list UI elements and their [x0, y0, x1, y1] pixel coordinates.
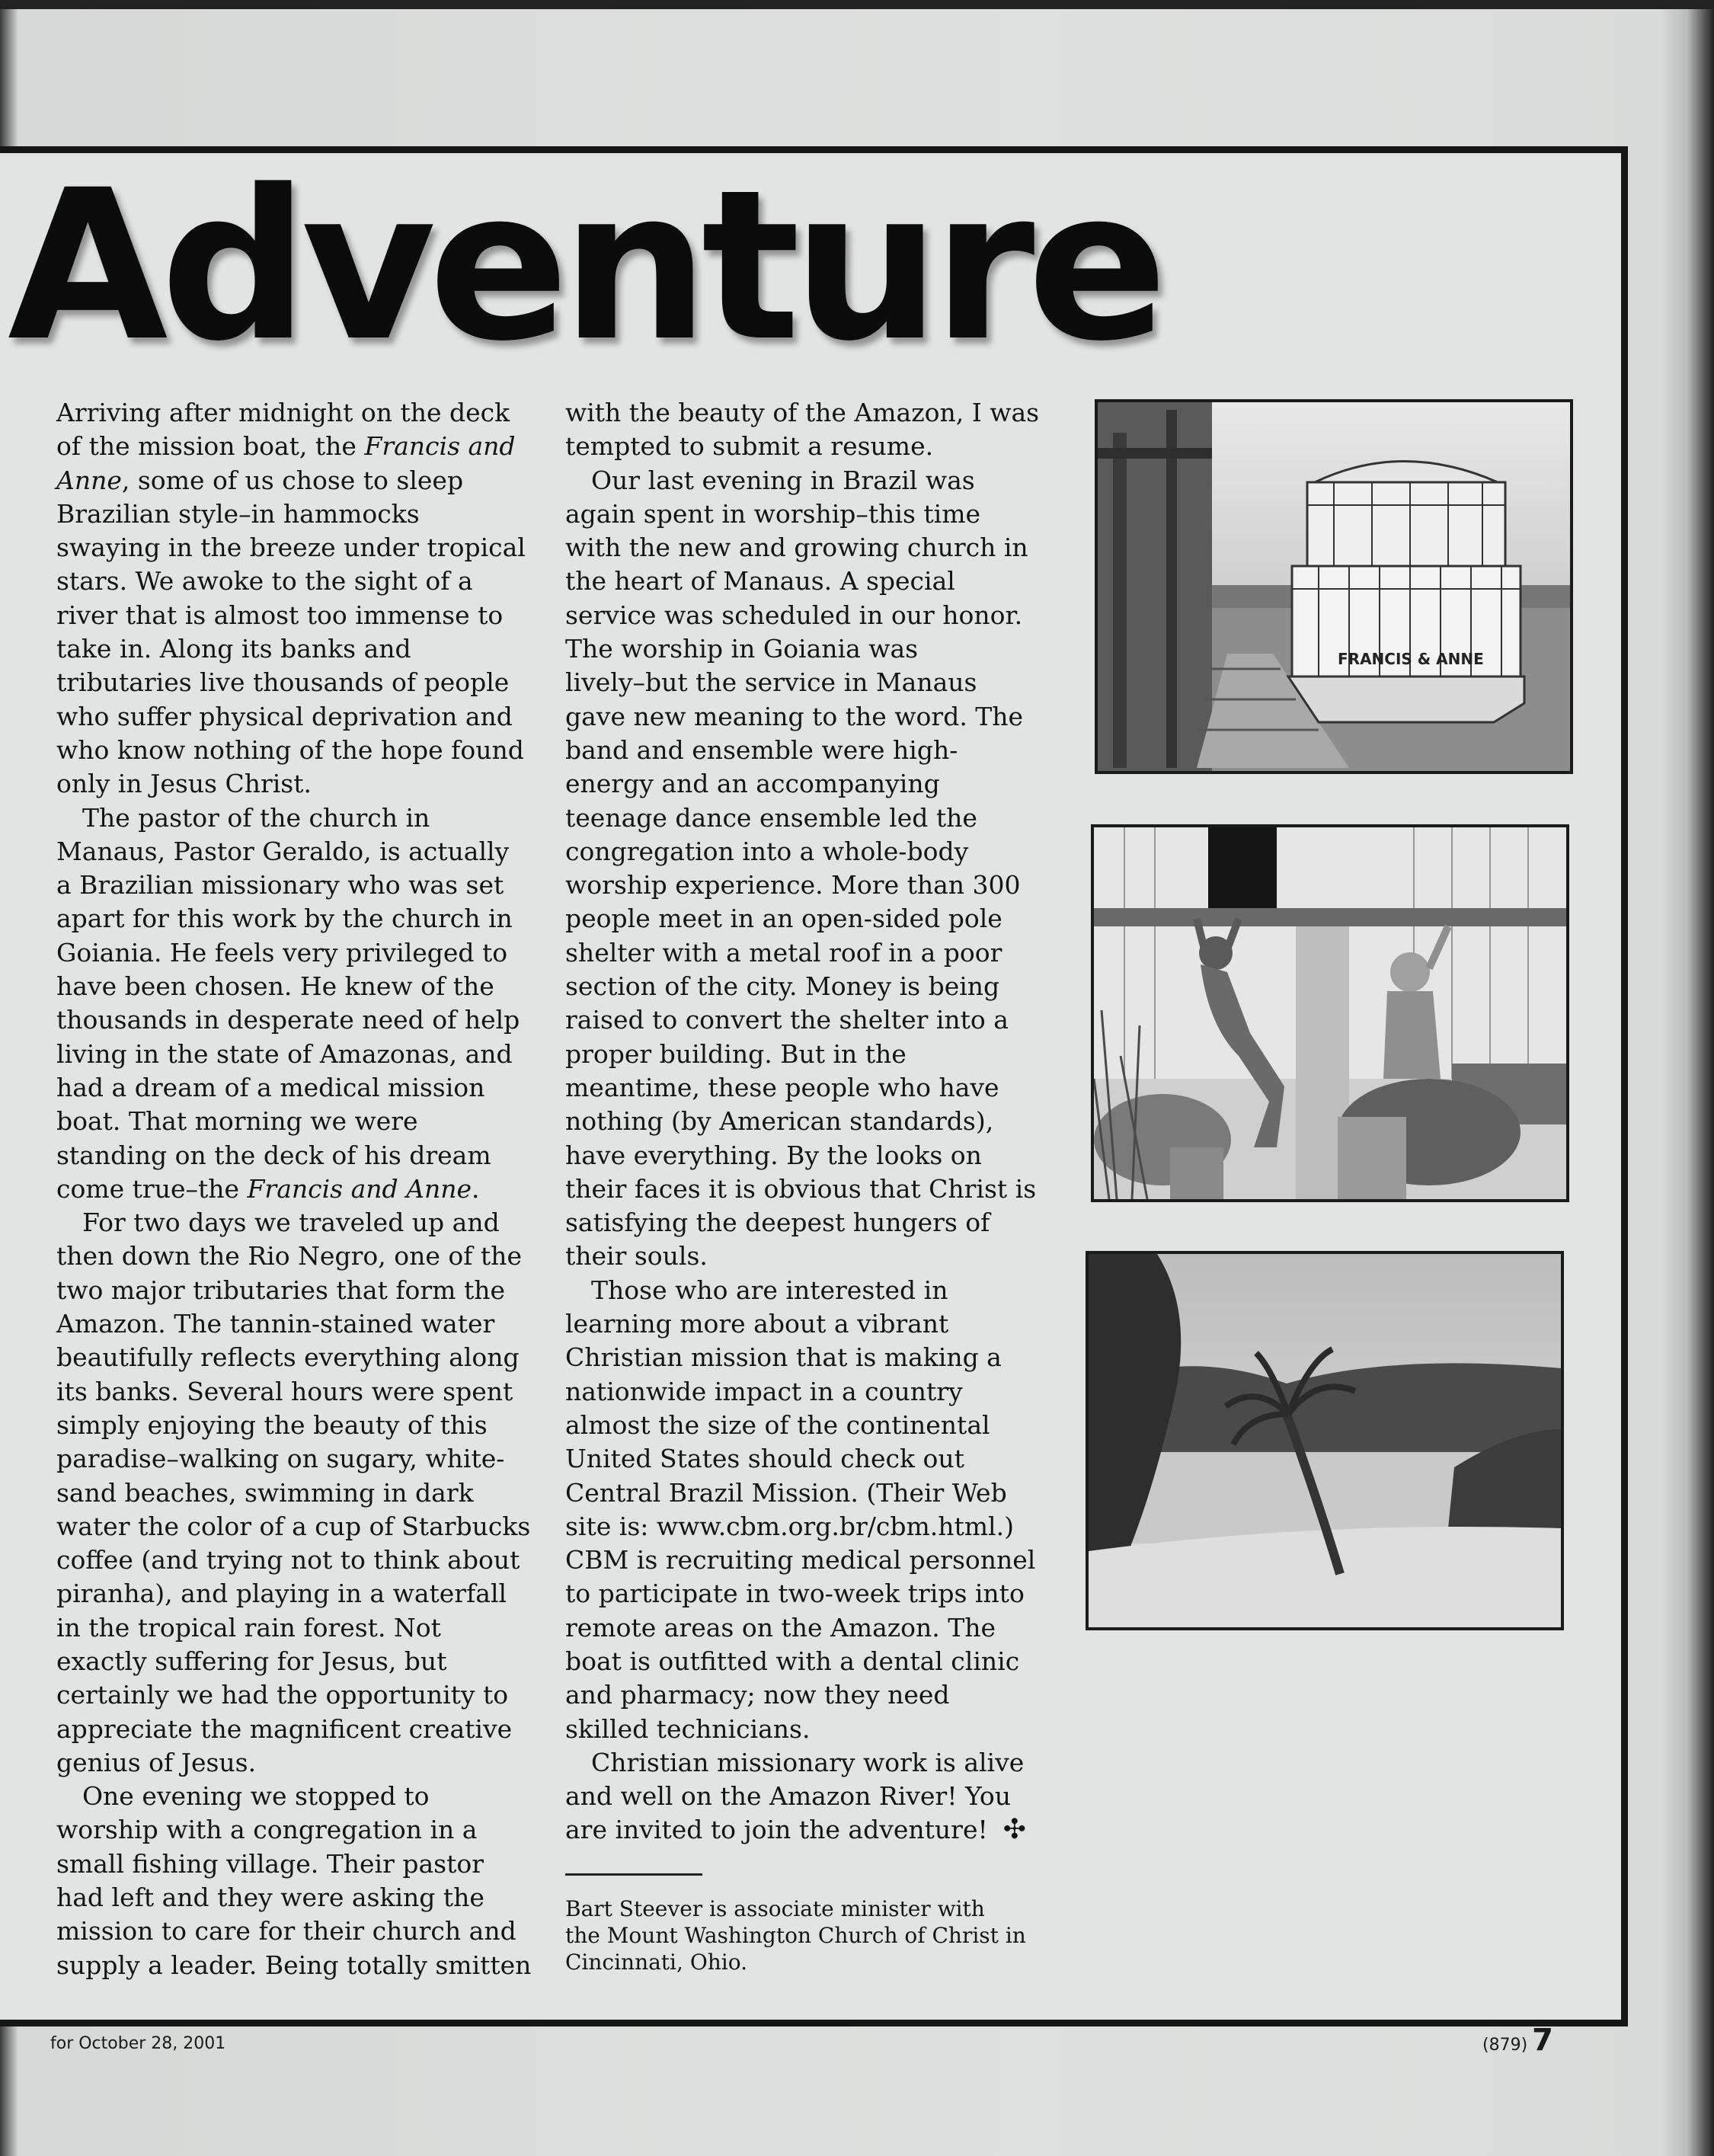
text-line: United States should check out	[565, 1444, 964, 1474]
top-edge	[0, 0, 1714, 9]
text-line: Our last evening in Brazil was	[591, 465, 975, 495]
text-line: raised to convert the shelter into a	[565, 1005, 1009, 1035]
text-line: learning more about a vibrant	[565, 1309, 949, 1339]
text-line: their faces it is obvious that Christ is	[565, 1173, 1037, 1204]
text-line: almost the size of the continental	[565, 1409, 990, 1440]
text-line: paradise–walking on sugary, white-	[56, 1444, 505, 1474]
text-line: take in. Along its banks and	[56, 634, 411, 664]
text-line: Goiania. He feels very privileged to	[56, 937, 508, 968]
text-line: One evening we stopped to	[82, 1781, 430, 1812]
text-line: living in the state of Amazonas, and	[56, 1038, 513, 1069]
footer-page-info	[1482, 2023, 1553, 2058]
text-line: appreciate the magnificent creative	[56, 1713, 513, 1744]
left-column	[56, 396, 532, 1982]
text-line: stars. We awoke to the sight of a	[56, 566, 473, 597]
text-line: teenage dance ensemble led the	[565, 802, 977, 833]
text-line: band and ensemble were high-	[565, 734, 958, 765]
text-line: energy and an accompanying	[565, 769, 940, 799]
text-line: tempted to submit a resume.	[565, 431, 934, 462]
text-line: its banks. Several hours were spent	[56, 1376, 513, 1406]
text-line: in the tropical rain forest. Not	[56, 1612, 441, 1643]
text-line: proper building. But in the	[565, 1038, 907, 1069]
text-line: have everything. By the looks on	[565, 1140, 982, 1170]
text-line: congregation into a whole-body	[565, 836, 969, 866]
text-line: Arriving after midnight on the deck	[56, 398, 510, 427]
text-line: beautifully reflects everything along	[56, 1342, 520, 1373]
text-line: CBM is recruiting medical personnel	[565, 1545, 1036, 1575]
text-line: lively–but the service in Manaus	[565, 667, 977, 698]
text-line: with the beauty of the Amazon, I was	[565, 398, 1040, 427]
text-line: boat is outfitted with a dental clinic	[565, 1646, 1020, 1676]
text-line: Manaus, Pastor Geraldo, is actually	[56, 836, 510, 866]
text-line: are invited to join the adventure! ✣	[565, 1814, 1026, 1846]
text-line: apart for this work by the church in	[56, 904, 513, 934]
text-line: worship experience. More than 300	[565, 870, 1021, 900]
text-line: their souls.	[565, 1241, 708, 1272]
text-line: service was scheduled in our honor.	[565, 600, 1023, 630]
text-line: Central Brazil Mission. (Their Web	[565, 1477, 1007, 1508]
text-line: Amazon. The tannin-stained water	[56, 1309, 495, 1339]
bio-line: Cincinnati, Ohio.	[565, 1949, 748, 1975]
text-line: again spent in worship–this time	[565, 498, 981, 529]
text-line: skilled technicians.	[565, 1713, 811, 1744]
text-line: satisfying the deepest hungers of	[565, 1208, 990, 1238]
headline: Adventure	[8, 152, 1160, 381]
bio-line: Bart Steever is associate minister with	[565, 1895, 985, 1921]
text-line: nationwide impact in a country	[565, 1376, 963, 1406]
text-line: Christian missionary work is alive	[591, 1747, 1025, 1777]
text-line: Anne, some of us chose to sleep	[56, 465, 464, 495]
text-line: For two days we traveled up and	[82, 1208, 500, 1238]
text-line: simply enjoying the beauty of this	[56, 1409, 488, 1440]
boat-name-text: FRANCIS & ANNE	[1338, 650, 1484, 668]
text-line: had a dream of a medical mission	[56, 1072, 485, 1102]
text-line: tributaries live thousands of people	[56, 667, 510, 698]
text-line: nothing (by American standards),	[565, 1106, 994, 1137]
text-line: have been chosen. He knew of the	[56, 971, 494, 1002]
text-line: coffee (and trying not to think about	[56, 1545, 520, 1575]
text-line: only in Jesus Christ.	[56, 769, 312, 799]
text-line: sand beaches, swimming in dark	[56, 1477, 474, 1508]
text-line: small fishing village. Their pastor	[56, 1848, 484, 1879]
text-line: piranha), and playing in a waterfall	[56, 1579, 507, 1609]
boat-photo	[1095, 399, 1573, 774]
text-line: thousands in desperate need of help	[56, 1005, 520, 1035]
text-line: gave new meaning to the word. The	[565, 701, 1024, 731]
text-line: who know nothing of the hope found	[56, 734, 524, 765]
text-line: supply a leader. Being totally smitten	[56, 1950, 532, 1980]
text-line: people meet in an open-sided pole	[565, 904, 1002, 934]
text-line: the heart of Manaus. A special	[565, 566, 955, 597]
end-mark-icon: ✣	[1002, 1814, 1026, 1846]
text-line: genius of Jesus.	[56, 1747, 257, 1777]
text-line: worship with a congregation in a	[56, 1815, 478, 1845]
text-line: come true–the Francis and Anne.	[56, 1173, 480, 1204]
text-line: remote areas on the Amazon. The	[565, 1612, 996, 1643]
text-line: swaying in the breeze under tropical	[56, 533, 526, 563]
river-photo	[1086, 1251, 1564, 1630]
text-line: and well on the Amazon River! You	[565, 1781, 1011, 1812]
text-line: meantime, these people who have	[565, 1072, 999, 1102]
text-line: certainly we had the opportunity to	[56, 1680, 509, 1710]
footer-date: for October 28, 2001	[50, 2034, 226, 2053]
author-bio	[565, 1895, 1045, 1975]
text-line: a Brazilian missionary who was set	[56, 870, 504, 900]
text-line: then down the Rio Negro, one of the	[56, 1241, 522, 1272]
text-line: water the color of a cup of Starbucks	[56, 1511, 531, 1541]
text-line: The worship in Goiania was	[565, 634, 919, 664]
text-line: section of the city. Money is being	[565, 971, 1000, 1002]
text-line: river that is almost too immense to	[56, 600, 504, 630]
middle-column	[565, 396, 1053, 1975]
text-line: who suffer physical deprivation and	[56, 701, 513, 731]
text-line: to participate in two-week trips into	[565, 1579, 1025, 1609]
bio-divider	[565, 1873, 702, 1876]
page-number: 7	[1532, 2023, 1554, 2058]
text-line: exactly suffering for Jesus, but	[56, 1646, 447, 1676]
text-line: of the mission boat, the Francis and	[56, 431, 516, 462]
children-photo	[1091, 824, 1569, 1202]
text-line: had left and they were asking the	[56, 1883, 484, 1913]
text-line: Christian mission that is making a	[565, 1342, 1002, 1373]
text-line: standing on the deck of his dream	[56, 1140, 491, 1170]
text-line: shelter with a metal roof in a poor	[565, 937, 1002, 968]
bio-line: the Mount Washington Church of Christ in	[565, 1922, 1026, 1948]
text-line: Brazilian style–in hammocks	[56, 498, 420, 529]
text-line: with the new and growing church in	[565, 533, 1028, 563]
text-line: site is: www.cbm.org.br/cbm.html.)	[565, 1511, 1014, 1541]
text-line: mission to care for their church and	[56, 1916, 516, 1946]
text-line: two major tributaries that form the	[56, 1275, 506, 1305]
text-line: and pharmacy; now they need	[565, 1680, 950, 1710]
text-line: The pastor of the church in	[82, 802, 430, 833]
text-line: boat. That morning we were	[56, 1106, 418, 1137]
footer-issue-code: (879)	[1482, 2036, 1528, 2055]
text-line: Those who are interested in	[591, 1275, 948, 1305]
